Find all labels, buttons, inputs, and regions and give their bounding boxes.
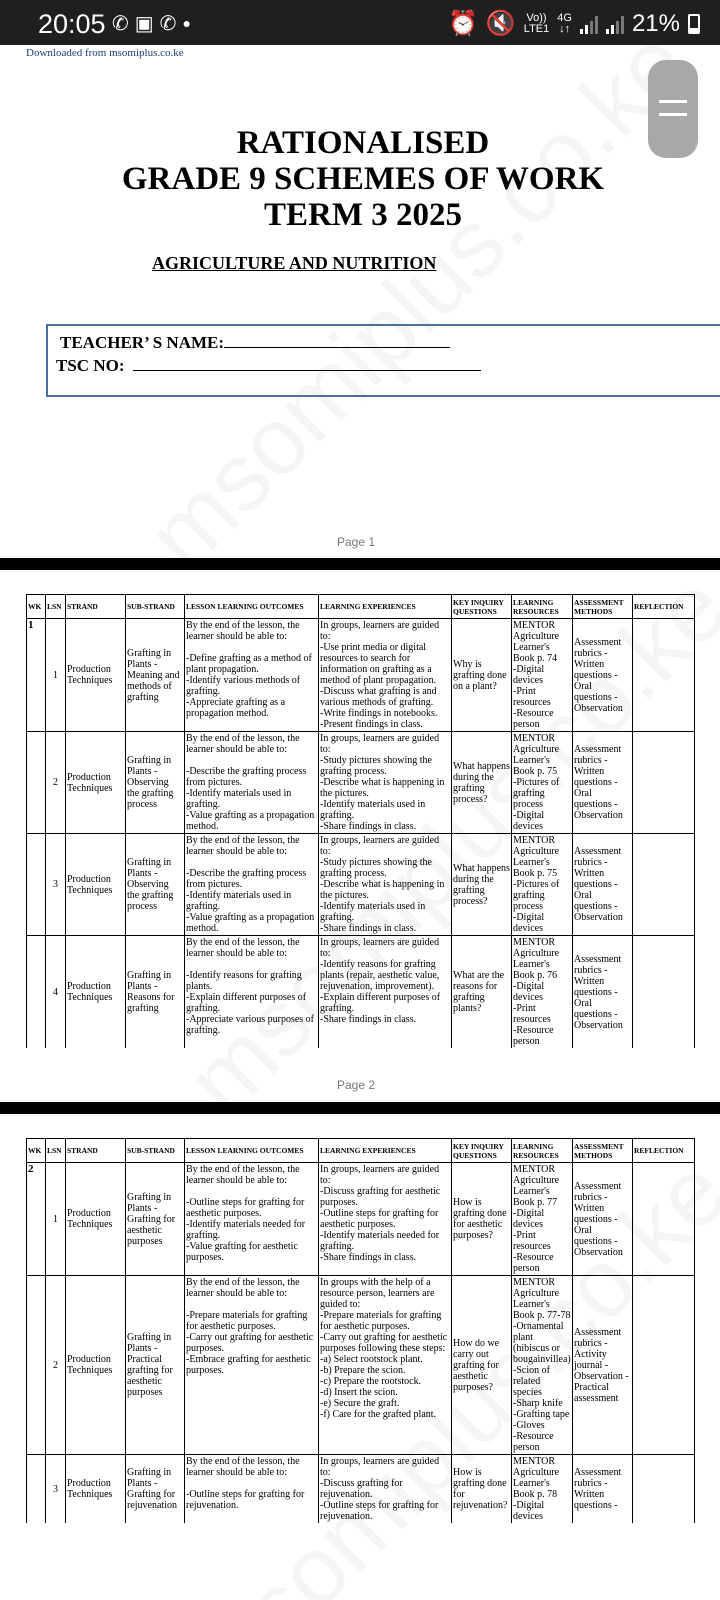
battery-icon	[688, 14, 700, 34]
strand-cell	[66, 619, 126, 732]
outcomes-cell-text: By the end of the lesson, the learner should be able to: -Describe the grafting process from pictures. -Identify materials used in grafting. -Value grafting as a propagation method.	[186, 835, 315, 934]
outcomes-cell-text: By the end of the lesson, the learner should be able to: -Define grafting as a method of plant propagation. -Identify various methods of grafting. -Appreciate grafting as a propagation method.	[186, 620, 312, 719]
lsn-cell-text: 2	[53, 777, 58, 788]
outcomes-cell-text: By the end of the lesson, the learner should be able to: -Outline steps for grafting for rejuvenation.	[186, 1456, 305, 1511]
header-resources: LEARNING RESOURCES	[512, 1139, 573, 1163]
lsn-cell	[46, 1276, 66, 1455]
experiences-cell-text: In groups, learners are guided to: -Discuss grafting for rejuvenation. -Outline steps for grafting for rejuvenation.	[320, 1456, 440, 1522]
lsn-cell-text: 2	[53, 1359, 58, 1371]
header-assessment: ASSESSMENT METHODS	[573, 1139, 633, 1163]
sub-strand-cell-text: Grafting in Plants - Observing the grafting process	[127, 857, 176, 912]
header-questions: KEY INQUIRY QUESTIONS	[452, 595, 512, 619]
strand-cell-text: Production Techniques	[67, 771, 114, 794]
strand-cell-text: Production Techniques	[67, 981, 114, 1003]
schemes-table-week-2	[26, 1138, 695, 1523]
assessment-cell-text: Assessment rubrics -Written questions -Oral questions -Observation	[574, 636, 624, 714]
strand-cell	[66, 732, 126, 834]
table-row	[27, 834, 695, 936]
signal-1-icon	[580, 14, 598, 34]
table-header-row	[27, 1139, 695, 1163]
resources-cell	[512, 619, 573, 732]
question-cell-text: What are the reasons for grafting plants?	[453, 970, 507, 1014]
strand-cell-text: Production Techniques	[67, 1478, 114, 1500]
tsc-no-blank	[133, 356, 481, 371]
question-cell-text: Why is grafting done on a plant?	[453, 658, 510, 692]
question-cell-text: How is grafting done for rejuvenation?	[453, 1467, 510, 1511]
resources-cell	[512, 936, 573, 1049]
outcomes-cell	[185, 834, 319, 936]
lsn-cell	[46, 936, 66, 1049]
sub-strand-cell	[126, 1276, 185, 1455]
strand-cell-text: Production Techniques	[67, 664, 114, 686]
header-experiences: LEARNING EXPERIENCES	[319, 595, 452, 619]
battery-percent: 21%	[631, 9, 680, 37]
lsn-cell-text: 4	[53, 986, 58, 998]
teacher-info-box	[46, 324, 720, 397]
table-header-row	[27, 595, 695, 619]
resources-cell	[512, 1276, 573, 1455]
reflection-cell	[633, 1276, 695, 1455]
table-row	[27, 1163, 695, 1276]
question-cell-text: What happens during the grafting process?	[453, 862, 513, 907]
assessment-cell-text: Assessment rubrics -Written questions -Oral questions -Observation	[574, 953, 624, 1031]
strand-cell	[66, 1163, 126, 1276]
reflection-cell	[633, 1455, 695, 1524]
download-note: Downloaded from msomiplus.co.ke	[26, 47, 184, 59]
header-sub-strand: SUB-STRAND	[126, 1139, 185, 1163]
assessment-cell-text: Assessment rubrics -Written questions -Oral questions -Observation	[574, 744, 624, 821]
experiences-cell-text: In groups, learners are guided to: -Discuss grafting for aesthetic purposes. -Outline steps for grafting for aesthetic purposes. -Identify materials needed for grafting. -Share findings in class.	[320, 1164, 441, 1263]
sub-strand-cell	[126, 1163, 185, 1276]
question-cell	[452, 834, 512, 936]
resources-cell	[512, 1163, 573, 1276]
doc-title-line-1: RATIONALISED	[236, 125, 490, 161]
subject-heading: AGRICULTURE AND NUTRITION	[152, 253, 437, 273]
teacher-name-label: TEACHER’ S NAME:	[60, 333, 225, 352]
sub-strand-cell-text: Grafting in Plants - Observing the grafting process	[127, 755, 176, 810]
reflection-cell	[633, 732, 695, 834]
sub-strand-cell	[126, 619, 185, 732]
whatsapp-business-icon: ✆	[159, 13, 177, 35]
strand-cell	[66, 1276, 126, 1455]
question-cell	[452, 1163, 512, 1276]
resources-cell-text: MENTOR Agriculture Learner's Book p. 75 -Pictures of grafting process -Digital devices	[513, 835, 560, 934]
outcomes-cell	[185, 1163, 319, 1276]
lsn-cell	[46, 619, 66, 732]
experiences-cell-text: In groups, learners are guided to: -Study pictures showing the grafting process. -Describe what is happening in the pictures. -Identify materials used in grafting. -Share findings in class.	[320, 733, 445, 832]
dot-icon: ●	[182, 15, 191, 31]
header-strand: STRAND	[66, 595, 126, 619]
experiences-cell	[319, 732, 452, 834]
table-row	[27, 619, 695, 732]
gallery-icon: ▣	[134, 13, 154, 35]
header-questions: KEY INQUIRY QUESTIONS	[452, 1139, 512, 1163]
resources-cell-text: MENTOR Agriculture Learner's Book p. 74 -Digital devices -Print resources -Resource person	[513, 620, 560, 730]
assessment-cell-text: Assessment rubrics -Written questions -Oral questions -Observation	[574, 846, 624, 923]
doc-title-line-3: TERM 3 2025	[264, 197, 462, 233]
outcomes-cell	[185, 1455, 319, 1524]
assessment-cell	[573, 619, 633, 732]
experiences-cell	[319, 936, 452, 1049]
assessment-cell-text: Assessment rubrics -Activity journal -Observation -Practical assessment	[574, 1326, 629, 1404]
resources-cell	[512, 732, 573, 834]
week-cell	[27, 1276, 46, 1455]
header-lsn: LSN	[46, 1139, 66, 1163]
notification-icons	[112, 11, 191, 36]
table-row	[27, 936, 695, 1049]
experiences-cell-text: In groups with the help of a resource person, learners are guided to: -Prepare materials for grafting for aesthetic purposes. -Carry out grafting for aesthetic purposes following these steps: -a) Select rootstock plant. -b) Prepare the scion. -c) Prepare the rootstock. -d) Insert the scion. -e) Secure the graft. -f) Care for the grafted plant.	[320, 1277, 448, 1420]
resources-cell-text: MENTOR Agriculture Learner's Book p. 76 -Digital devices -Print resources -Resource person	[513, 937, 560, 1047]
signal-2-icon	[606, 14, 624, 34]
reflection-cell	[633, 1163, 695, 1276]
header-outcomes: LESSON LEARNING OUTCOMES	[185, 595, 319, 619]
alarm-icon: ⏰	[448, 10, 478, 37]
question-cell	[452, 619, 512, 732]
header-wk: WK	[27, 595, 46, 619]
header-wk: WK	[27, 1139, 46, 1163]
watermark	[126, 45, 709, 558]
experiences-cell	[319, 1276, 452, 1455]
teacher-name-blank	[224, 333, 450, 348]
outcomes-cell	[185, 1276, 319, 1455]
sub-strand-cell	[126, 834, 185, 936]
outcomes-cell	[185, 732, 319, 834]
pdf-page-1	[0, 45, 720, 558]
doc-title-line-2: GRADE 9 SCHEMES OF WORK	[121, 161, 605, 197]
sub-strand-cell-text: Grafting in Plants - Grafting for aesthetic purposes	[127, 1191, 178, 1247]
header-reflection: REFLECTION	[633, 1139, 695, 1163]
outcomes-cell-text: By the end of the lesson, the learner should be able to: -Identify reasons for grafting plants. -Explain different purposes of grafting. -Appreciate various purposes of grafting.	[186, 937, 315, 1036]
network-type: 4G ↓↑	[557, 11, 572, 35]
assessment-cell-text: Assessment rubrics -Written questions -Oral questions -Observation	[574, 1180, 624, 1258]
assessment-cell	[573, 1455, 633, 1524]
strand-cell-text: Production Techniques	[67, 1208, 114, 1230]
assessment-cell	[573, 732, 633, 834]
reflection-cell	[633, 619, 695, 732]
table-row	[27, 732, 695, 834]
week-cell	[27, 1455, 46, 1524]
header-lsn: LSN	[46, 595, 66, 619]
outcomes-cell	[185, 936, 319, 1049]
sub-strand-cell-text: Grafting in Plants - Practical grafting for aesthetic purposes	[127, 1332, 176, 1398]
table-row	[27, 1455, 695, 1524]
outcomes-cell-text: By the end of the lesson, the learner should be able to: -Outline steps for grafting for aesthetic purposes. -Identify materials needed for grafting. -Value grafting for aesthetic purposes.	[186, 1164, 306, 1263]
status-bar	[0, 0, 720, 45]
lsn-cell	[46, 1455, 66, 1524]
resources-cell-text: MENTOR Agriculture Learner's Book p. 77-78 -Ornamental plant (hibiscus or bougainvillea) -Scion of related species -Sharp knife -Grafting tape -Gloves -Resource person	[513, 1277, 571, 1453]
lsn-cell-text: 1	[53, 669, 58, 681]
lsn-cell	[46, 834, 66, 936]
experiences-cell	[319, 1455, 452, 1524]
assessment-cell-text: Assessment rubrics -Written questions -	[574, 1467, 624, 1511]
sub-strand-cell	[126, 1455, 185, 1524]
question-cell-text: How is grafting done for aesthetic purposes?	[453, 1197, 510, 1241]
header-assessment: ASSESSMENT METHODS	[573, 595, 633, 619]
strand-cell	[66, 834, 126, 936]
volte-indicator: Vo)) LTE1	[523, 11, 550, 35]
strand-cell-text: Production Techniques	[67, 1354, 114, 1376]
outcomes-cell	[185, 619, 319, 732]
page-number: Page 1	[336, 535, 376, 549]
pdf-page-3	[0, 1114, 720, 1600]
question-cell-text: What happens during the grafting process?	[453, 760, 513, 805]
week-cell	[27, 732, 46, 834]
page-number: Page 2	[336, 1078, 376, 1092]
assessment-cell	[573, 1276, 633, 1455]
sub-strand-cell-text: Grafting in Plants - Meaning and methods of grafting	[127, 647, 182, 703]
header-experiences: LEARNING EXPERIENCES	[319, 1139, 452, 1163]
reflection-cell	[633, 834, 695, 936]
experiences-cell	[319, 1163, 452, 1276]
question-cell	[452, 936, 512, 1049]
header-resources: LEARNING RESOURCES	[512, 595, 573, 619]
experiences-cell-text: In groups, learners are guided to: -Identify reasons for grafting plants (repair, aesthetic value, rejuvenation, improvement). -Explain different purposes of grafting. -Share findings in class.	[320, 937, 441, 1025]
resources-cell	[512, 1455, 573, 1524]
assessment-cell	[573, 1163, 633, 1276]
week-cell	[27, 834, 46, 936]
sub-strand-cell-text: Grafting in Plants - Grafting for rejuvenation	[127, 1467, 178, 1511]
pdf-page-2	[0, 570, 720, 1102]
sub-strand-cell-text: Grafting in Plants - Reasons for grafting	[127, 970, 177, 1014]
header-strand: STRAND	[66, 1139, 126, 1163]
question-cell-text: How do we carry out grafting for aesthetic purposes?	[453, 1337, 502, 1393]
system-icons	[448, 9, 700, 38]
lsn-cell	[46, 732, 66, 834]
outcomes-cell-text: By the end of the lesson, the learner should be able to: -Prepare materials for grafting for aesthetic purposes. -Carry out grafting for aesthetic purposes. -Embrace grafting for aesthetic purposes.	[186, 1277, 314, 1376]
schemes-table-week-1	[26, 594, 695, 1048]
sub-strand-cell	[126, 936, 185, 1049]
header-reflection: REFLECTION	[633, 595, 695, 619]
question-cell	[452, 1455, 512, 1524]
week-cell: 2	[27, 1163, 46, 1276]
lsn-cell-text: 3	[53, 1483, 58, 1495]
mute-icon: 🔇	[485, 10, 516, 37]
clock: 20:05	[38, 9, 106, 39]
assessment-cell	[573, 834, 633, 936]
lsn-cell	[46, 1163, 66, 1276]
strand-cell-text: Production Techniques	[67, 873, 114, 896]
resources-cell-text: MENTOR Agriculture Learner's Book p. 77 -Digital devices -Print resources -Resource person	[513, 1164, 560, 1274]
reflection-cell	[633, 936, 695, 1049]
table-row	[27, 1276, 695, 1455]
whatsapp-icon: ✆	[112, 13, 129, 35]
outcomes-cell-text: By the end of the lesson, the learner should be able to: -Describe the grafting process from pictures. -Identify materials used in grafting. -Value grafting as a propagation method.	[186, 733, 315, 832]
strand-cell	[66, 1455, 126, 1524]
week-cell: 1	[27, 619, 46, 732]
tsc-no-label: TSC NO:	[56, 356, 125, 375]
sub-strand-cell	[126, 732, 185, 834]
header-sub-strand: SUB-STRAND	[126, 595, 185, 619]
strand-cell	[66, 936, 126, 1049]
experiences-cell	[319, 834, 452, 936]
lsn-cell-text: 3	[53, 879, 58, 890]
experiences-cell-text: In groups, learners are guided to: -Use print media or digital resources to search for information on grafting as a method of plant propagation. -Discuss what grafting is and various methods of grafting. -Write findings in notebooks. -Present findings in class.	[320, 620, 440, 730]
question-cell	[452, 1276, 512, 1455]
lsn-cell-text: 1	[53, 1213, 58, 1225]
assessment-cell	[573, 936, 633, 1049]
question-cell	[452, 732, 512, 834]
experiences-cell-text: In groups, learners are guided to: -Study pictures showing the grafting process. -Describe what is happening in the pictures. -Identify materials used in grafting. -Share findings in class.	[320, 835, 445, 934]
experiences-cell	[319, 619, 452, 732]
week-cell	[27, 936, 46, 1049]
tsc-no-line	[56, 356, 481, 376]
teacher-name-line	[60, 333, 450, 353]
resources-cell-text: MENTOR Agriculture Learner's Book p. 75 -Pictures of grafting process -Digital devices	[513, 733, 560, 832]
resources-cell	[512, 834, 573, 936]
header-outcomes: LESSON LEARNING OUTCOMES	[185, 1139, 319, 1163]
resources-cell-text: MENTOR Agriculture Learner's Book p. 78 -Digital devices	[513, 1456, 560, 1522]
